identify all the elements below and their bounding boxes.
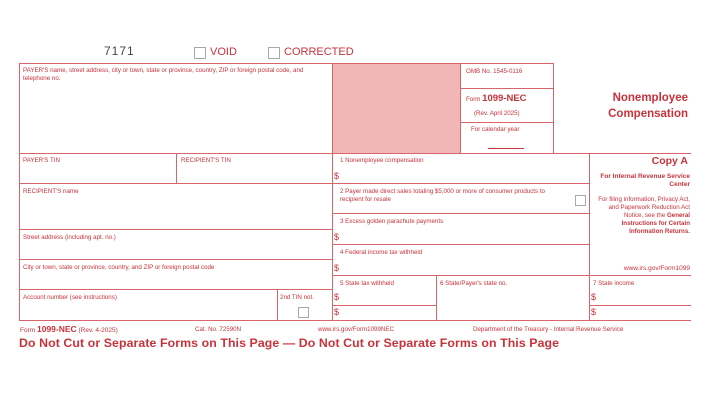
second-tin-label: 2nd TIN not. [280, 294, 314, 301]
omb-form-line [466, 93, 527, 104]
footer-rev: (Rev. 4-2025) [78, 327, 118, 334]
omb-form-name: 1099-NEC [482, 93, 527, 104]
box3-label: 3 Excess golden parachute payments [340, 218, 444, 225]
box3-dollar: $ [334, 232, 340, 242]
recipient-tin-label: RECIPIENT'S TIN [181, 157, 231, 164]
copy-a-filing-info: For filing information, Privacy Act, and Paperwork Reduction Act Notice, see the [598, 196, 690, 219]
footer-dept: Department of the Treasury - Internal Revenue Service [473, 326, 624, 333]
copy-a-url[interactable]: www.irs.gov/Form1099 [623, 265, 690, 272]
payer-tin-label: PAYER'S TIN [23, 157, 60, 164]
do-not-cut-warning: Do Not Cut or Separate Forms on This Page — Do Not Cut or Separate Forms on This Page [19, 336, 560, 350]
corrected-checkbox[interactable] [268, 47, 280, 59]
omb-rev: (Rev. April 2025) [474, 110, 520, 117]
footer-form-line [20, 324, 118, 334]
box7-label: 7 State income [593, 280, 635, 287]
void-checkbox[interactable] [194, 47, 206, 59]
box5-dollar-2: $ [334, 307, 340, 317]
copy-a-title: Copy A [651, 155, 688, 167]
shaded-box [332, 63, 460, 153]
box2-checkbox[interactable] [575, 195, 586, 206]
box7-dollar-2: $ [591, 307, 597, 317]
box4-dollar: $ [334, 263, 340, 273]
second-tin-checkbox[interactable] [298, 307, 309, 318]
city-label: City or town, state or province, country, and ZIP or foreign postal code [23, 264, 215, 271]
box4-label: 4 Federal income tax withheld [340, 249, 423, 256]
footer-cat-no: Cat. No. 72590N [195, 326, 242, 333]
copy-a-general-instructions: General Instructions for Certain Information Returns. [621, 212, 690, 235]
box1-label: 1 Nonemployee compensation [340, 157, 424, 164]
copy-a-for-irs: For Internal Revenue Service Center [600, 173, 690, 188]
payer-info-label: PAYER'S name, street address, city or town, state or province, country, ZIP or foreign postal code, and telephone no. [23, 67, 304, 82]
box5-dollar-1: $ [334, 292, 340, 302]
box5-label: 5 State tax withheld [340, 280, 395, 287]
footer-form-name: 1099-NEC [36, 324, 77, 334]
calendar-year-label: For calendar year [471, 126, 520, 133]
box2-label: 2 Payer made direct sales totaling $5,000 or more of consumer products to recipient for resale [340, 188, 545, 203]
form-title-line1: Nonemployee [612, 92, 688, 104]
box6-label: 6 State/Payer's state no. [440, 280, 508, 287]
form-code: 7171 [104, 44, 135, 58]
recipient-name-label: RECIPIENT'S name [23, 188, 79, 195]
omb-number: OMB No. 1545-0116 [466, 68, 523, 75]
street-address-label: Street address (including apt. no.) [23, 234, 116, 241]
box1-dollar: $ [334, 171, 340, 181]
void-label: VOID [210, 46, 237, 58]
form-title-line2: Compensation [608, 108, 688, 120]
corrected-label: CORRECTED [284, 46, 354, 58]
copy-a-notice [592, 196, 690, 236]
omb-form-prefix: Form [466, 96, 481, 103]
footer-form-prefix: Form [20, 327, 36, 334]
box7-dollar-1: $ [591, 292, 597, 302]
account-number-label: Account number (see instructions) [23, 294, 117, 301]
footer-url[interactable]: www.irs.gov/Form1099NEC [318, 326, 394, 333]
